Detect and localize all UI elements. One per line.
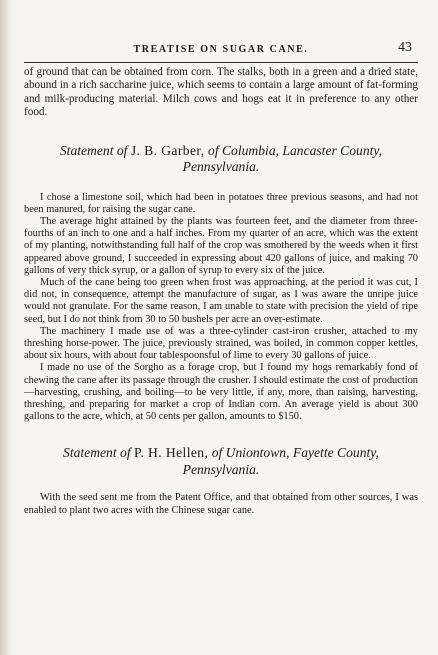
hellen-heading-suffix: of Uniontown, Fayette County, Pennsylvania. [182,445,379,477]
header-rule [24,62,418,63]
hellen-statement-heading [24,445,418,478]
page-number: 43 [398,40,412,55]
hellen-heading-prefix: Statement of [63,445,131,461]
garber-paragraph: The machinery I made use of was a three-cylinder cast-iron crusher, attached to my threshing horse-power. The juice, previously strained, was boiled, in common copper kettles, about six hours, with about four tablespoonsful of lime to every 30 gallons of juice. [24,325,418,362]
garber-paragraph: The average hight attained by the plants was fourteen feet, and the diameter from three-fourths of an inch to one and a half inches. From my quarter of an acre, which was the extent of my planting, notwithstanding full half of the crop was smothered by the weeds when it first appeared above ground, I succeeded in expressing about 420 gallons of juice, and making 70 gallons of very thick syrup, or a gallon of syrup to every six of the juice. [24,216,418,276]
page-gutter-shadow [0,0,12,655]
garber-paragraph: Much of the cane being too green when frost was approaching, at the period it was cut, I did not, in consequence, attempt the manufacture of sugar, as I was aware the unripe juice would not granulate. For the same reason, I am unable to state with precision the yield of ripe seed, but I do not think from 30 to 50 bushels per acre an over-estimate. [24,277,418,325]
running-title: TREATISE ON SUGAR CANE. [133,44,309,55]
intro-paragraph: of ground that can be obtained from corn. The stalks, both in a green and a dried state, abound in a rich saccharine juice, which seems to contain a large amount of fat-forming and milk-producing material. Milch cows and hogs eat it in preference to any other food. [24,66,418,119]
garber-paragraph: I made no use of the Sorgho as a forage crop, but I found my hogs remarkably fond of chewing the cane after its passage through the crusher. I should estimate the cost of production—harvesting, crushing, and boiling—to be very little, if any, more, than raising, harvesting, threshing, and preparing for market a crop of Indian corn. An average yield is about 300 gallons to the acre, which, at 50 cents per gallon, amounts to $150. [24,362,418,423]
page-header [24,40,418,60]
garber-statement-body [24,192,418,424]
garber-paragraph: I chose a limestone soil, which had been in potatoes three previous seasons, and had not been manured, for raising the sugar cane. [24,191,418,215]
body-text [24,66,418,517]
garber-name: J. B. Garber, [130,142,205,158]
hellen-name: P. H. Hellen, [134,445,209,461]
garber-heading-suffix: of Columbia, Lancaster County, Pennsylvania. [182,142,383,175]
garber-heading-prefix: Statement of [59,142,128,158]
garber-statement-heading [24,143,418,176]
hellen-paragraph: With the seed sent me from the Patent Office, and that obtained from other sources, I was enabled to plant two acres with the Chinese sugar cane. [24,492,418,516]
hellen-statement-body [24,492,418,516]
